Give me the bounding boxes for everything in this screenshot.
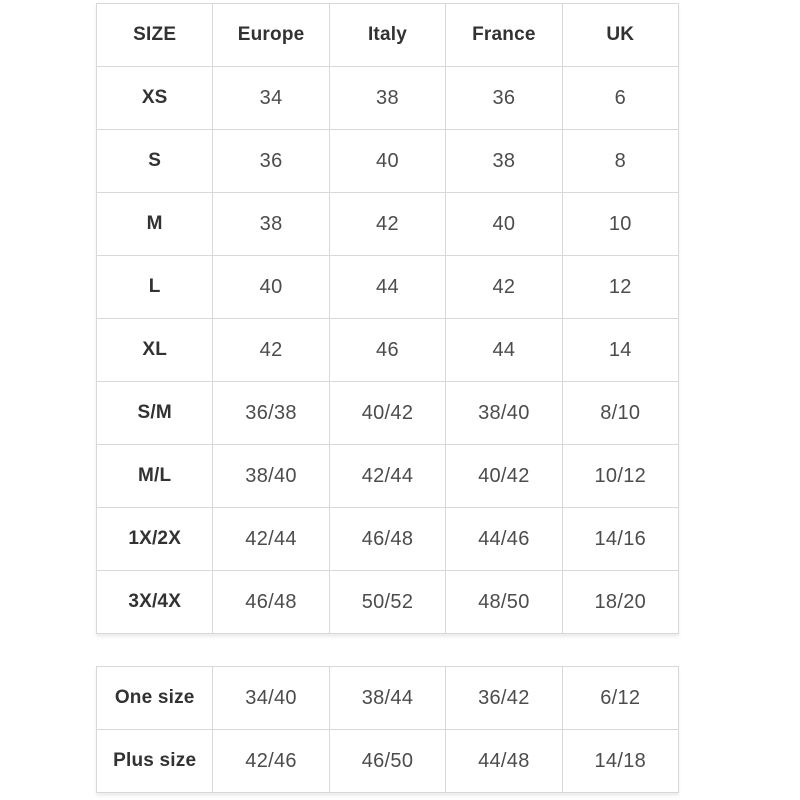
size-value: 38 xyxy=(446,130,562,193)
table-row xyxy=(97,730,679,793)
size-value: 36/38 xyxy=(213,382,329,445)
size-conversion-table xyxy=(96,3,679,634)
size-value: 10/12 xyxy=(562,445,678,508)
size-value: 8/10 xyxy=(562,382,678,445)
size-value: 14 xyxy=(562,319,678,382)
row-label: 3X/4X xyxy=(97,571,213,634)
row-label: L xyxy=(97,256,213,319)
size-value: 40/42 xyxy=(446,445,562,508)
column-header-europe: Europe xyxy=(213,4,329,67)
size-value: 40 xyxy=(213,256,329,319)
size-value: 8 xyxy=(562,130,678,193)
size-value: 48/50 xyxy=(446,571,562,634)
row-label: S xyxy=(97,130,213,193)
row-label: M xyxy=(97,193,213,256)
size-value: 36 xyxy=(213,130,329,193)
table-row xyxy=(97,445,679,508)
size-value: 44 xyxy=(329,256,445,319)
size-table-body xyxy=(97,67,679,634)
size-value: 40/42 xyxy=(329,382,445,445)
column-header-uk: UK xyxy=(562,4,678,67)
table-row xyxy=(97,319,679,382)
row-label: XS xyxy=(97,67,213,130)
row-label: Plus size xyxy=(97,730,213,793)
size-value: 46/48 xyxy=(329,508,445,571)
size-value: 38 xyxy=(329,67,445,130)
table-row xyxy=(97,256,679,319)
column-header-italy: Italy xyxy=(329,4,445,67)
size-value: 34/40 xyxy=(213,667,329,730)
size-value: 46/48 xyxy=(213,571,329,634)
row-label: M/L xyxy=(97,445,213,508)
size-value: 42/44 xyxy=(213,508,329,571)
table-row xyxy=(97,67,679,130)
size-value: 6 xyxy=(562,67,678,130)
table-row xyxy=(97,508,679,571)
special-sizes-table-body xyxy=(97,667,679,793)
size-value: 42 xyxy=(213,319,329,382)
row-label: S/M xyxy=(97,382,213,445)
row-label: 1X/2X xyxy=(97,508,213,571)
size-value: 10 xyxy=(562,193,678,256)
table-row xyxy=(97,667,679,730)
size-table-header xyxy=(97,4,679,67)
size-value: 6/12 xyxy=(562,667,678,730)
size-value: 14/18 xyxy=(562,730,678,793)
size-value: 40 xyxy=(446,193,562,256)
size-value: 18/20 xyxy=(562,571,678,634)
size-value: 36 xyxy=(446,67,562,130)
special-sizes-table xyxy=(96,666,679,793)
size-value: 42/44 xyxy=(329,445,445,508)
size-value: 46 xyxy=(329,319,445,382)
size-value: 42/46 xyxy=(213,730,329,793)
column-header-size: SIZE xyxy=(97,4,213,67)
table-row xyxy=(97,382,679,445)
table-row xyxy=(97,193,679,256)
table-row xyxy=(97,571,679,634)
size-value: 44/48 xyxy=(446,730,562,793)
size-value: 38/40 xyxy=(446,382,562,445)
size-value: 42 xyxy=(329,193,445,256)
size-value: 40 xyxy=(329,130,445,193)
size-value: 44/46 xyxy=(446,508,562,571)
size-value: 44 xyxy=(446,319,562,382)
header-row xyxy=(97,4,679,67)
size-value: 38 xyxy=(213,193,329,256)
size-value: 42 xyxy=(446,256,562,319)
row-label: XL xyxy=(97,319,213,382)
row-label: One size xyxy=(97,667,213,730)
size-value: 14/16 xyxy=(562,508,678,571)
size-value: 38/40 xyxy=(213,445,329,508)
size-value: 38/44 xyxy=(329,667,445,730)
column-header-france: France xyxy=(446,4,562,67)
size-value: 46/50 xyxy=(329,730,445,793)
size-value: 36/42 xyxy=(446,667,562,730)
size-value: 50/52 xyxy=(329,571,445,634)
table-row xyxy=(97,130,679,193)
size-value: 12 xyxy=(562,256,678,319)
size-value: 34 xyxy=(213,67,329,130)
